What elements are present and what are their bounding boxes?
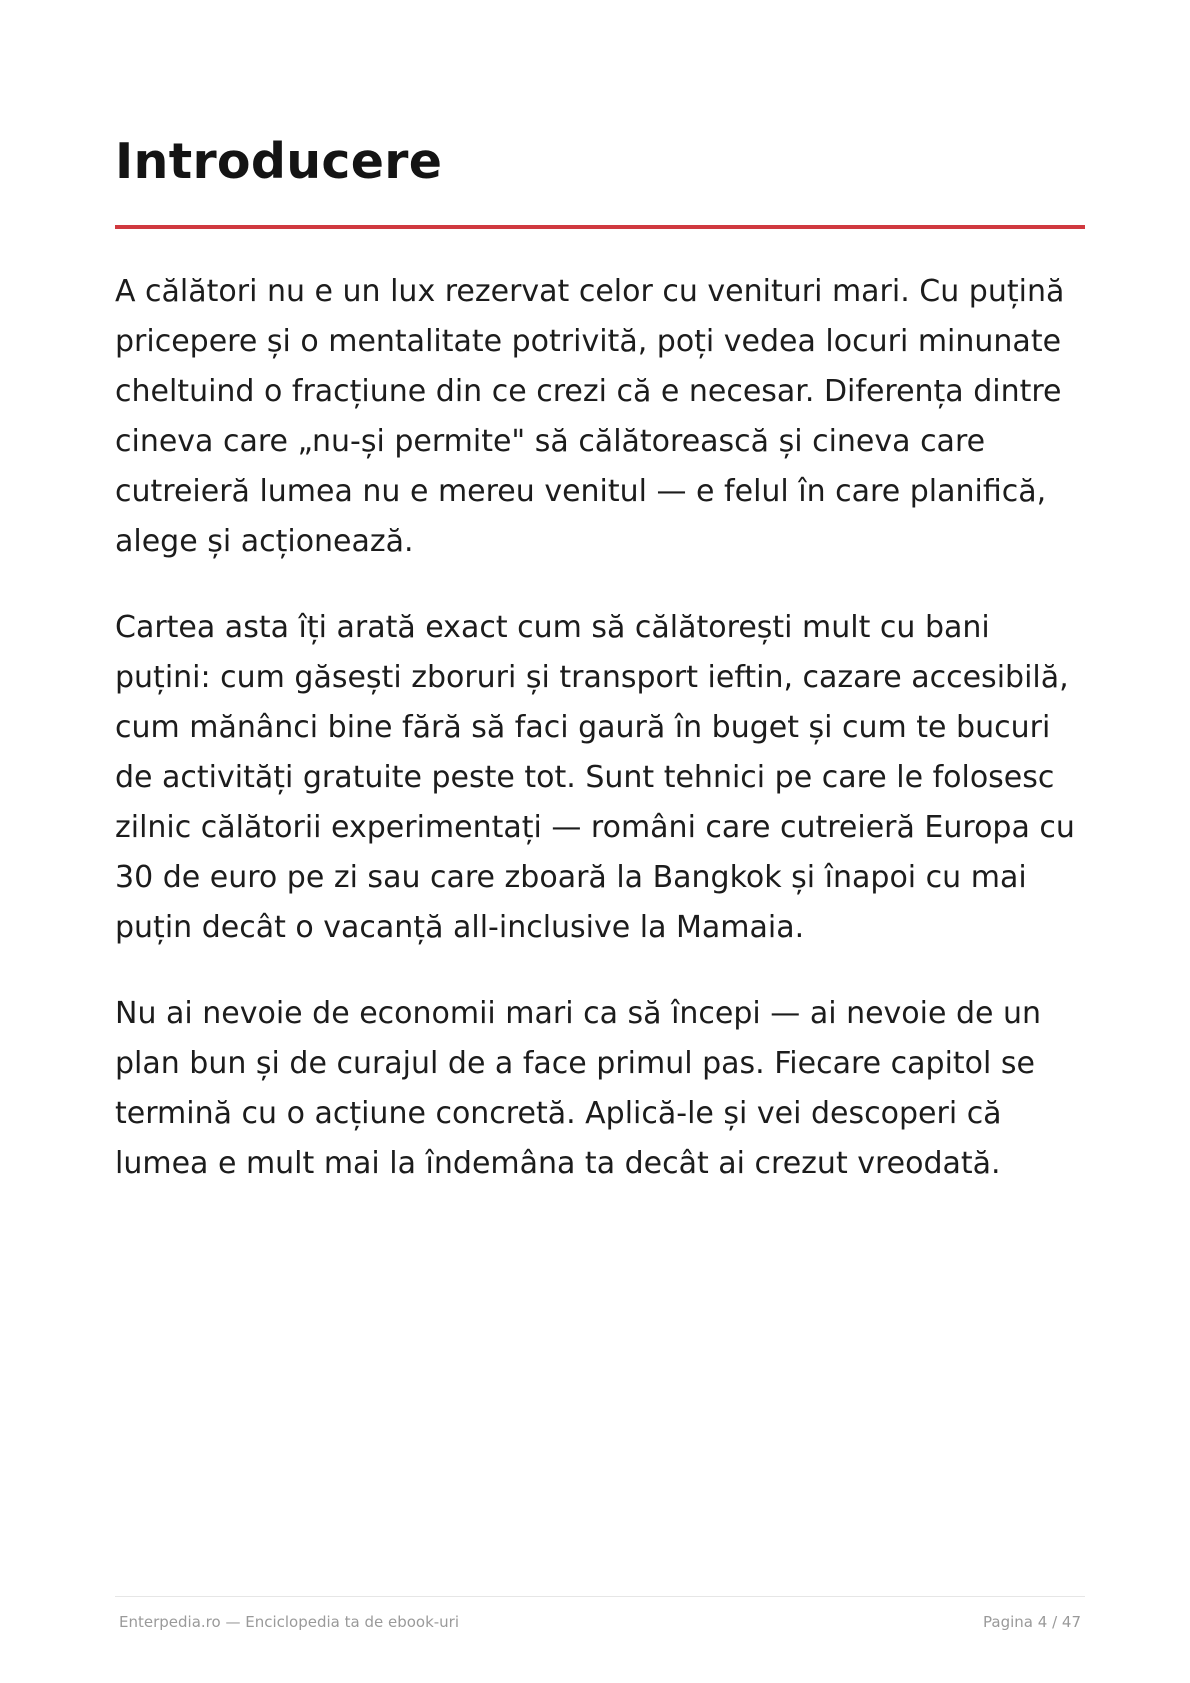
paragraph: Cartea asta îți arată exact cum să călătorești mult cu bani puțini: cum găsești zboruri și transport ieftin, cazare accesibilă, cum mănânci bine fără să faci gaură în buget și cum te bucuri de activități gratuite peste tot. Sunt tehnici pe care le folosesc zilnic călătorii experimentați — români care cutreieră Europa cu 30 de euro pe zi sau care zboară la Bangkok și înapoi cu mai puțin decât o vacanță all-inclusive la Mamaia.: [115, 610, 1075, 945]
chapter-body: [115, 267, 1090, 1225]
footer-site-label: Enterpedia.ro — Enciclopedia ta de ebook-uri: [119, 1613, 460, 1631]
document-page: [115, 0, 1085, 1683]
title-divider: [115, 225, 1085, 229]
footer-divider: [115, 1596, 1085, 1597]
paragraph: A călători nu e un lux rezervat celor cu venituri mari. Cu puțină pricepere și o mentalitate potrivită, poți vedea locuri minunate cheltuind o fracțiune din ce crezi că e necesar. Diferența dintre cineva care „nu-și permite" să călătorească și cineva care cutreieră lumea nu e mereu venitul — e felul în care planifică, alege și acționează.: [115, 274, 1065, 559]
chapter-title: Introducere: [115, 133, 443, 190]
page-number: Pagina 4 / 47: [983, 1613, 1081, 1631]
paragraph: Nu ai nevoie de economii mari ca să începi — ai nevoie de un plan bun și de curajul de a face primul pas. Fiecare capitol se termină cu o acțiune concretă. Aplică-le și vei descoperi că lumea e mult mai la îndemâna ta decât ai crezut vreodată.: [115, 996, 1042, 1181]
